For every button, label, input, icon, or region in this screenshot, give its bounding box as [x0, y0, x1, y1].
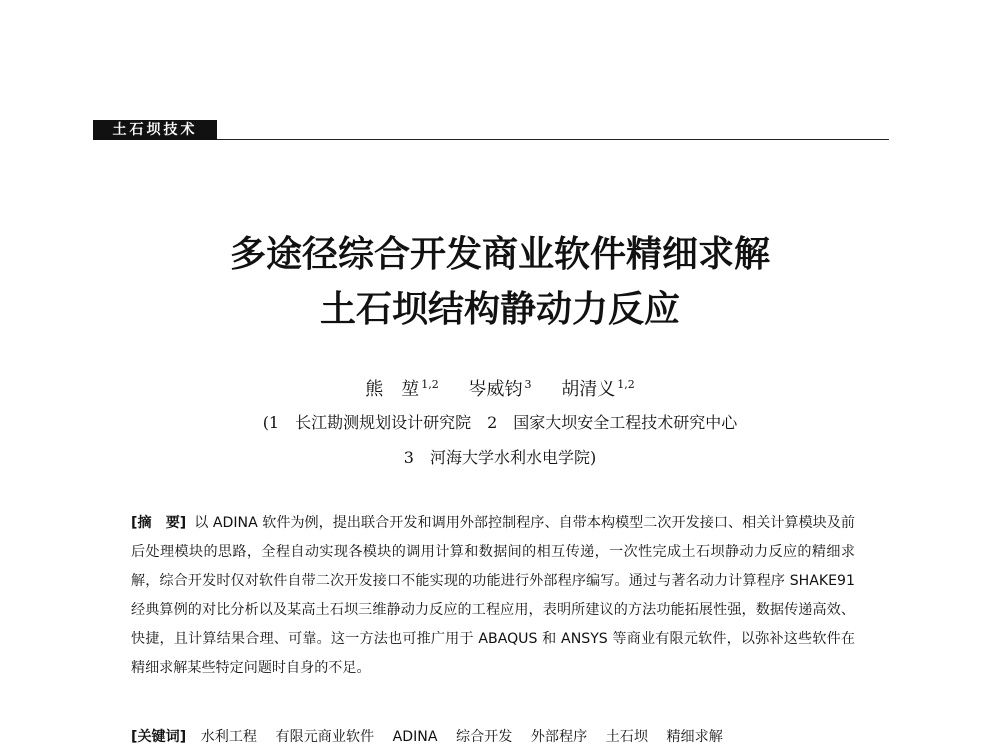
author: [561, 372, 635, 403]
author-name: 胡清义: [561, 379, 616, 400]
section-tag: 土石坝技术: [93, 120, 217, 140]
abstract-label: [摘 要]: [131, 515, 187, 531]
author-affiliation-mark: 3: [524, 378, 532, 391]
paper-title-line-1: 多途径综合开发商业软件精细求解: [229, 234, 770, 275]
abstract: [131, 509, 855, 683]
author-affiliation-mark: 1,2: [421, 378, 439, 391]
affiliation-line-1: (1 长江勘测规划设计研究院 2 国家大坝安全工程技术研究中心: [262, 413, 738, 432]
keyword: 水利工程: [200, 729, 258, 745]
keyword: 综合开发: [455, 729, 513, 745]
author-affiliation-mark: 1,2: [617, 378, 635, 391]
abstract-text: 以 ADINA 软件为例，提出联合开发和调用外部控制程序、自带本构模型二次开发接口、相关计算模块及前后处理模块的思路，全程自动实现各模块的调用计算和数据间的相互传递，一次性完成土石坝静动力反应的精细求解，综合开发时仅对软件自带二次开发接口不能实现的功能进行外部程序编写。通过与著名动力计算程序 SHAKE91 经典算例的对比分析以及某高土石坝三维静动力反应的工程应用，表明所建议的方法功能拓展性强，数据传递高效、快捷，且计算结果合理、可靠。这一方法也可推广用于 ABAQUS 和 ANSYS 等商业有限元软件，以弥补这些软件在精细求解某些特定问题时自身的不足。: [131, 515, 855, 676]
keyword: 精细求解: [666, 729, 723, 745]
keyword: ADINA: [392, 729, 438, 745]
keyword: 土石坝: [605, 729, 648, 745]
affiliation-line-2: 3 河海大学水利水电学院): [403, 448, 597, 467]
author-list: [0, 372, 1000, 403]
keyword: 外部程序: [530, 729, 588, 745]
author-name: 岑威钧: [468, 379, 523, 400]
author: [469, 372, 532, 403]
author-name: 熊 堃: [365, 379, 420, 400]
keywords: [131, 723, 855, 751]
author: [365, 372, 439, 403]
keywords-label: [关键词]: [131, 729, 187, 745]
paper-title-line-2: 土石坝结构静动力反应: [319, 289, 680, 330]
keyword: 有限元商业软件: [275, 729, 375, 745]
